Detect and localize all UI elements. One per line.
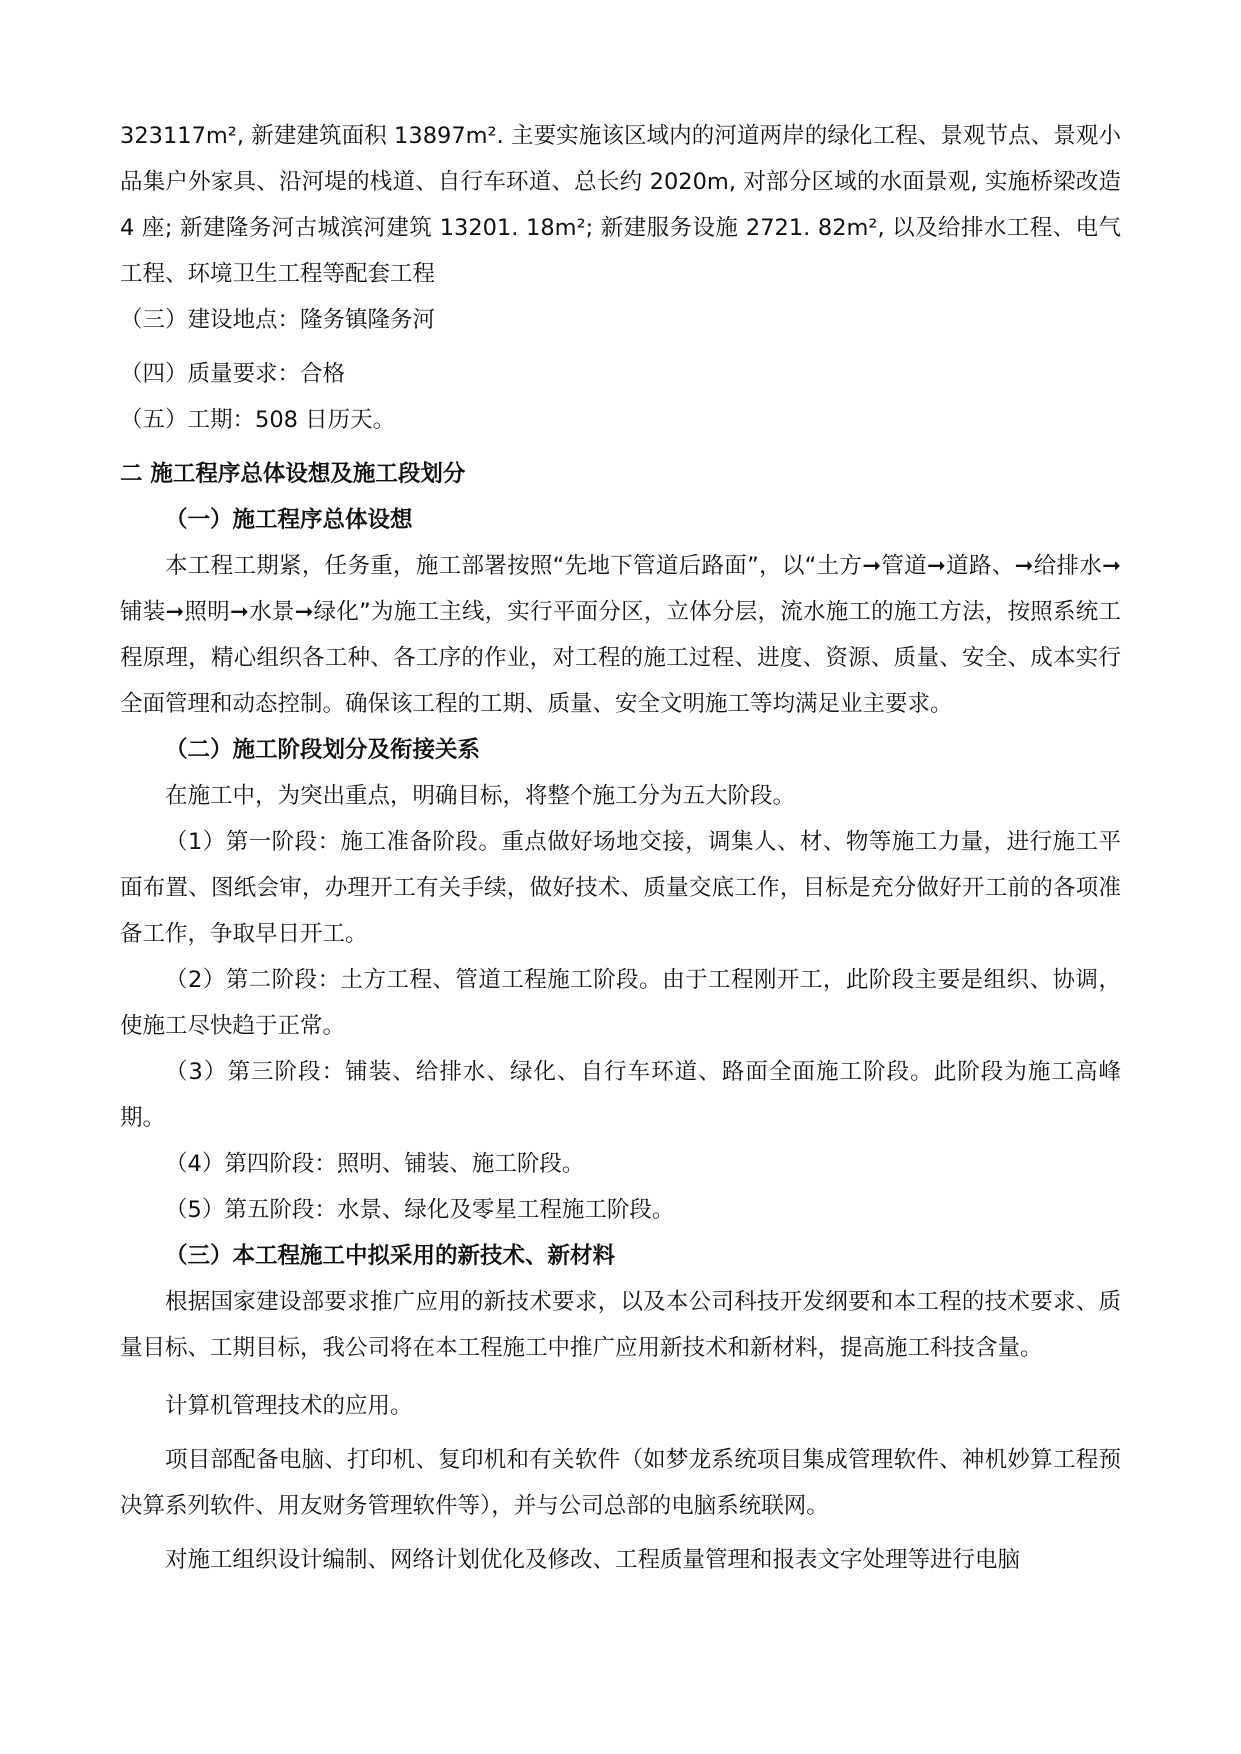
paragraph: （1）第一阶段：施工准备阶段。重点做好场地交接，调集人、材、物等施工力量，进行施工平面布置、图纸会审，办理开工有关手续，做好技术、质量交底工作，目标是充分做好开工前的各项准备工作，争取早日开工。 [120,829,1121,947]
paragraph: 在施工中，为突出重点，明确目标，将整个施工分为五大阶段。 [165,783,796,809]
paragraph: （三）建设地点：隆务镇隆务河 [120,307,436,333]
paragraph: 本工程工期紧，任务重，施工部署按照“先地下管道后路面”，以“土方➞管道➞道路、➞给排水➞铺装➞照明➞水景➞绿化”为施工主线，实行平面分区，立体分层，流水施工的施工方法，按照系统工程原理，精心组织各工种、各工序的作业，对工程的施工过程、进度、资源、质量、安全、成本实行全面管理和动态控制。确保该工程的工期、质量、安全文明施工等均满足业主要求。 [120,553,1121,717]
paragraph: 根据国家建设部要求推广应用的新技术要求，以及本公司科技开发纲要和本工程的技术要求、质量目标、工期目标，我公司将在本工程施工中推广应用新技术和新材料，提高施工科技含量。 [120,1289,1121,1361]
subsection-heading: （一）施工程序总体设想 [165,507,413,533]
paragraph: （2）第二阶段：土方工程、管道工程施工阶段。由于工程刚开工，此阶段主要是组织、协调，使施工尽快趋于正常。 [120,967,1121,1039]
subsection-heading: （二）施工阶段划分及衔接关系 [165,737,481,763]
paragraph: （五）工期：508 日历天。 [120,407,396,433]
subsection-heading: （三）本工程施工中拟采用的新技术、新材料 [165,1243,616,1269]
paragraph: 计算机管理技术的应用。 [165,1393,413,1419]
paragraph: （3）第三阶段：铺装、给排水、绿化、自行车环道、路面全面施工阶段。此阶段为施工高峰期。 [120,1059,1121,1131]
paragraph: 对施工组织设计编制、网络计划优化及修改、工程质量管理和报表文字处理等进行电脑 [165,1547,1021,1573]
paragraph: （四）质量要求：合格 [120,361,346,387]
paragraph: 323117m², 新建建筑面积 13897m². 主要实施该区域内的河道两岸的绿化工程、景观节点、景观小品集户外家具、沿河堤的栈道、自行车环道、总长约 2020m, 对部分区域的水面景观, 实施桥梁改造 4 座; 新建隆务河古城滨河建筑 13201. 18m²; 新建服务设施 2721. 82m², 以及给排水工程、电气工程、环境卫生工程等配套工程 [120,123,1121,287]
paragraph: （4）第四阶段：照明、铺装、施工阶段。 [165,1151,585,1177]
paragraph: 项目部配备电脑、打印机、复印机和有关软件（如梦龙系统项目集成管理软件、神机妙算工程预决算系列软件、用友财务管理软件等），并与公司总部的电脑系统联网。 [120,1447,1121,1519]
section-heading: 二 施工程序总体设想及施工段划分 [120,461,466,487]
document-body [120,113,1121,1583]
paragraph: （5）第五阶段：水景、绿化及零星工程施工阶段。 [165,1197,675,1223]
